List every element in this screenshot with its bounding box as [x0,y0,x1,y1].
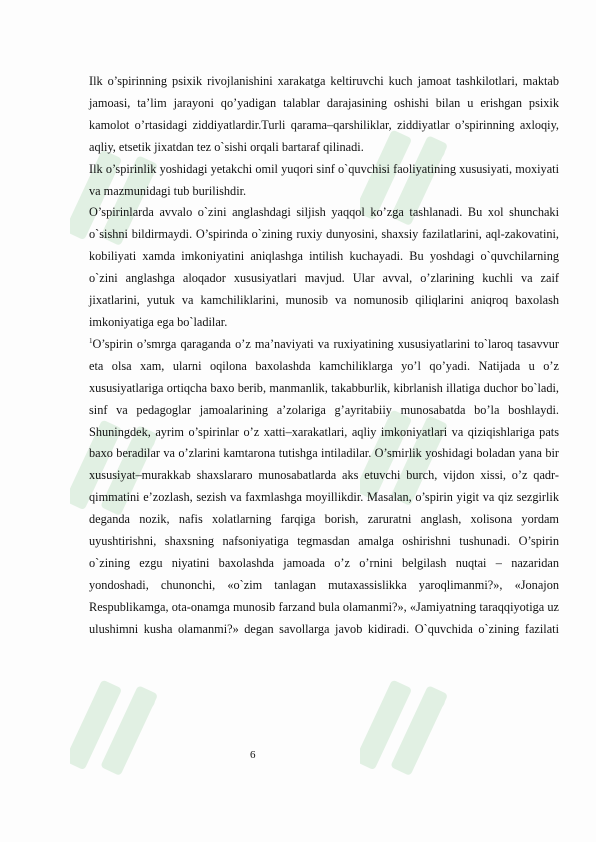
paragraph-text: O’spirin o’smrga qaraganda o’z ma’naviyati va ruxiyatining xususiyatlarini to`laroq tasavvur eta olsa xam, ularni oqilona baxolashda kamchiliklarga yo’l qo’yadi. Natijada u o’z xususiyatlariga ortiqcha baxo berib, manmanlik, takabburlik, kibrlanish illatiga duchor bo`ladi, sinf va pedagoglar jamoalarining a’zolariga g’ayritabiiy munosabatda bo’la boshlaydi. Shuningdek, ayrim o’spirinlar o’z xatti–xarakatlari, aqliy imkoniyatlari va qiziqishlariga pats baxo beradilar va o’zlarini kamtarona tutishga intiladilar. O’smirlik yoshidagi boladan yana bir xususiyat–murakkab shaxslararo munosabatlarda aks etuvchi burch, vijdon xissi, o’z qadr-qimmatini e’zozlash, sezish va faxmlashga moyillikdir. Masalan, o’spirin yigit va qiz sezgirlik deganda nozik, nafis xolatlarning farqiga borish, zaruratni anglash, xolisona yordam uyushtirishni, shaxsning nafsoniyatiga tegmasdan amalga oshirishni tushunadi. O’spirin o`zining ezgu niyatini baxolashda jamoada o’z o’rnini belgilash nuqtai – nazaridan yondoshadi, chunonchi, «o`zim tanlagan mutaxassislikka yaroqlimanmi?», «Jonajon Respublikamga, ota-onamga munosib farzand bula olamanmi?», «Jamiyatning taraqqiyotiga uz ulushimni kusha olamanmi?» degan savollarga javob kidiradi. O`quvchida o`zining fazilati [89,336,559,636]
page-number: 6 [250,749,256,761]
footnote-marker[interactable]: 1 [89,336,93,345]
watermark-logo [70,680,160,790]
watermark-logo [360,680,450,790]
paragraph [89,334,559,641]
paragraph: O’spirinlarda avvalo o`zini anglashdagi siljish yaqqol ko’zga tashlanadi. Bu xol shunchaki o`sishni bildirmaydi. O’spirinda o`zining ruxiy dunyosini, shaxsiy fazilatlarini, aql-zakovatini, kobiliyati xamda imkoniyatini aniqlashga intilish kuchayadi. Bu yoshdagi o`quvchilarning o`zini anglashga aloqador xususiyatlari mavjud. Ular avval, o’zlarining kuchli va zaif jixatlarini, yutuk va kamchiliklarini, munosib va nomunosib qiliqlarini aniqroq baxolash imkoniyatiga ega bo`ladilar. [89,205,559,329]
body-text [89,71,559,641]
paragraph: Ilk o’spirinning psixik rivojlanishini xarakatga keltiruvchi kuch jamoat tashkilotlari, maktab jamoasi, ta’lim jarayoni qo’yadigan talablar darajasining oshishi bilan u erishgan psixik kamolot o’rtasidagi ziddiyatlardir.Turli qarama–qarshiliklar, ziddiyatlar o’spirinning axloqiy, aqliy, etsetik jixatdan tez o`sishi orqali bartaraf qilinadi. [89,74,559,154]
paragraph: Ilk o’spirinlik yoshidagi yetakchi omil yuqori sinf o`quvchisi faoliyatining xususiyati, moxiyati va mazmunidagi tub burilishdir. [89,161,559,198]
